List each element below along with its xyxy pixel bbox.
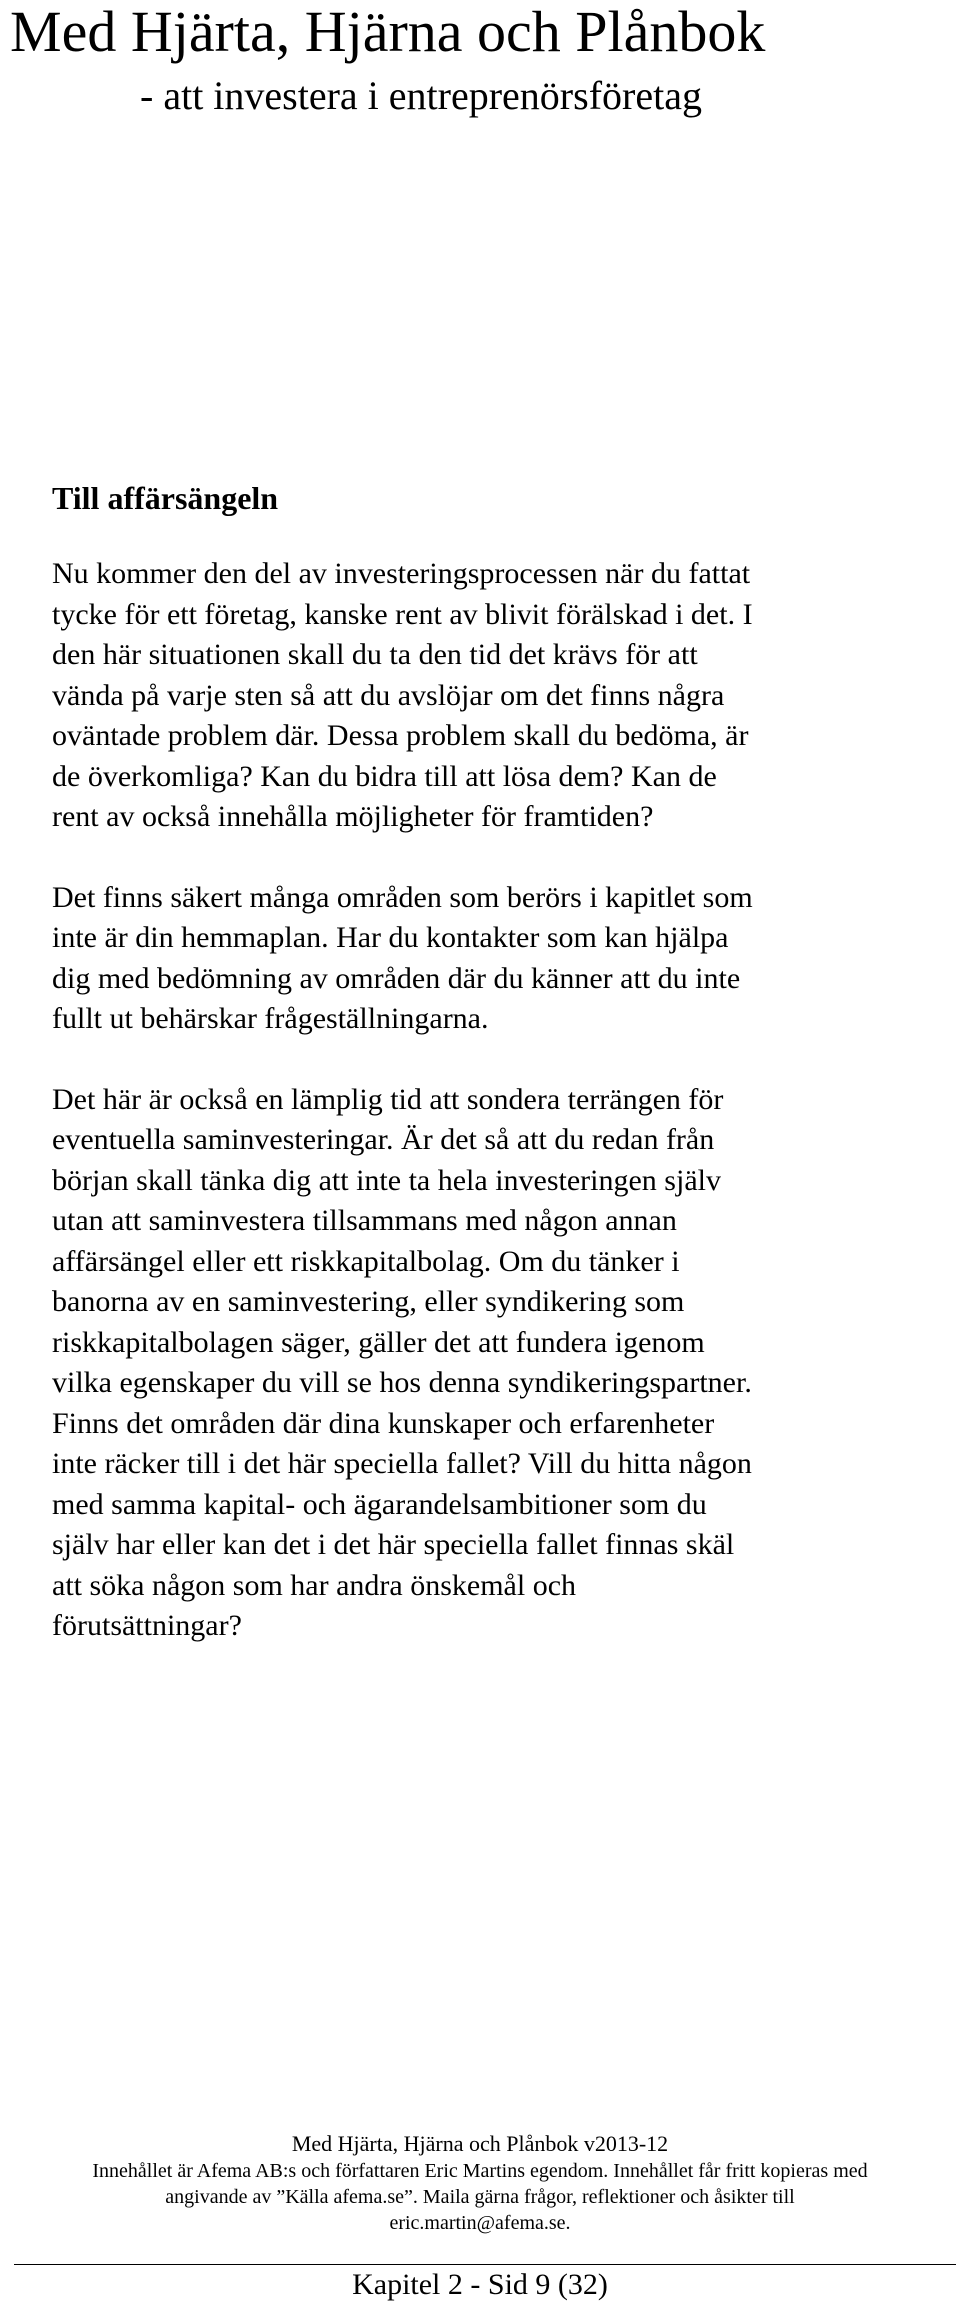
paragraph-line: eventuella saminvesteringar. Är det så att du redan från <box>52 1123 715 1156</box>
footer-email[interactable]: eric.martin@afema.se. <box>389 2212 571 2234</box>
document-title: Med Hjärta, Hjärna och Plånbok <box>10 0 766 64</box>
paragraph-line: utan att saminvestera tillsammans med någon annan <box>52 1204 677 1237</box>
footer-version: Med Hjärta, Hjärna och Plånbok v2013-12 <box>291 2131 669 2156</box>
footer-copyright <box>0 2158 960 2236</box>
paragraph-line: vända på varje sten så att du avslöjar om det finns några <box>52 678 725 712</box>
section-content <box>52 478 932 1687</box>
paragraph-line: själv har eller kan det i det här speciella fallet finnas skäl <box>52 1528 735 1561</box>
paragraph-line: fullt ut behärskar frågeställningarna. <box>52 1002 489 1035</box>
paragraph-line: förutsättningar? <box>52 1609 242 1642</box>
footer-copyright-line: angivande av ”Källa afema.se”. Maila gärna frågor, reflektioner och åsikter till <box>165 2186 795 2208</box>
paragraph-line: affärsängel eller ett riskkapitalbolag. Om du tänker i <box>52 1244 680 1278</box>
page-number: Kapitel 2 - Sid 9 (32) <box>352 2268 608 2301</box>
paragraph-line: oväntade problem där. Dessa problem skall du bedöma, är <box>52 719 749 752</box>
paragraph-line: riskkapitalbolagen säger, gäller det att fundera igenom <box>52 1325 705 1359</box>
paragraph-1 <box>52 554 932 838</box>
footer-copyright-line: Innehållet är Afema AB:s och författaren Eric Martins egendom. Innehållet får fritt kopieras med <box>92 2160 868 2182</box>
paragraph-line: de överkomliga? Kan du bidra till att lösa dem? Kan de <box>52 759 717 793</box>
paragraph-line: Nu kommer den del av investeringsprocessen när du fattat <box>52 557 751 590</box>
paragraph-2 <box>52 878 932 1040</box>
paragraph-line: Det här är också en lämplig tid att sondera terrängen för <box>52 1082 724 1116</box>
paragraph-line: med samma kapital- och ägarandelsambitioner som du <box>52 1487 707 1521</box>
paragraph-3 <box>52 1080 932 1647</box>
paragraph-line: början skall tänka dig att inte ta hela investeringen själv <box>52 1163 721 1197</box>
section-heading: Till affärsängeln <box>52 480 279 516</box>
paragraph-line: Finns det områden där dina kunskaper och erfarenheter <box>52 1406 715 1440</box>
footer-divider <box>14 2264 956 2265</box>
paragraph-line: vilka egenskaper du vill se hos denna syndikeringspartner. <box>52 1366 752 1399</box>
paragraph-line: dig med bedömning av områden där du känner att du inte <box>52 961 741 995</box>
paragraph-line: banorna av en saminvestering, eller syndikering som <box>52 1285 685 1318</box>
document-subtitle: - att investera i entreprenörsföretag <box>140 73 702 118</box>
page-footer <box>0 2130 960 2236</box>
paragraph-line: inte räcker till i det här speciella fallet? Vill du hitta någon <box>52 1447 752 1480</box>
paragraph-line: att söka någon som har andra önskemål och <box>52 1568 577 1602</box>
paragraph-line: Det finns säkert många områden som berörs i kapitlet som <box>52 880 753 914</box>
paragraph-line: den här situationen skall du ta den tid det krävs för att <box>52 638 698 671</box>
paragraph-line: rent av också innehålla möjligheter för framtiden? <box>52 800 654 833</box>
paragraph-line: inte är din hemmaplan. Har du kontakter som kan hjälpa <box>52 921 729 954</box>
paragraph-line: tycke för ett företag, kanske rent av blivit förälskad i det. I <box>52 597 753 631</box>
